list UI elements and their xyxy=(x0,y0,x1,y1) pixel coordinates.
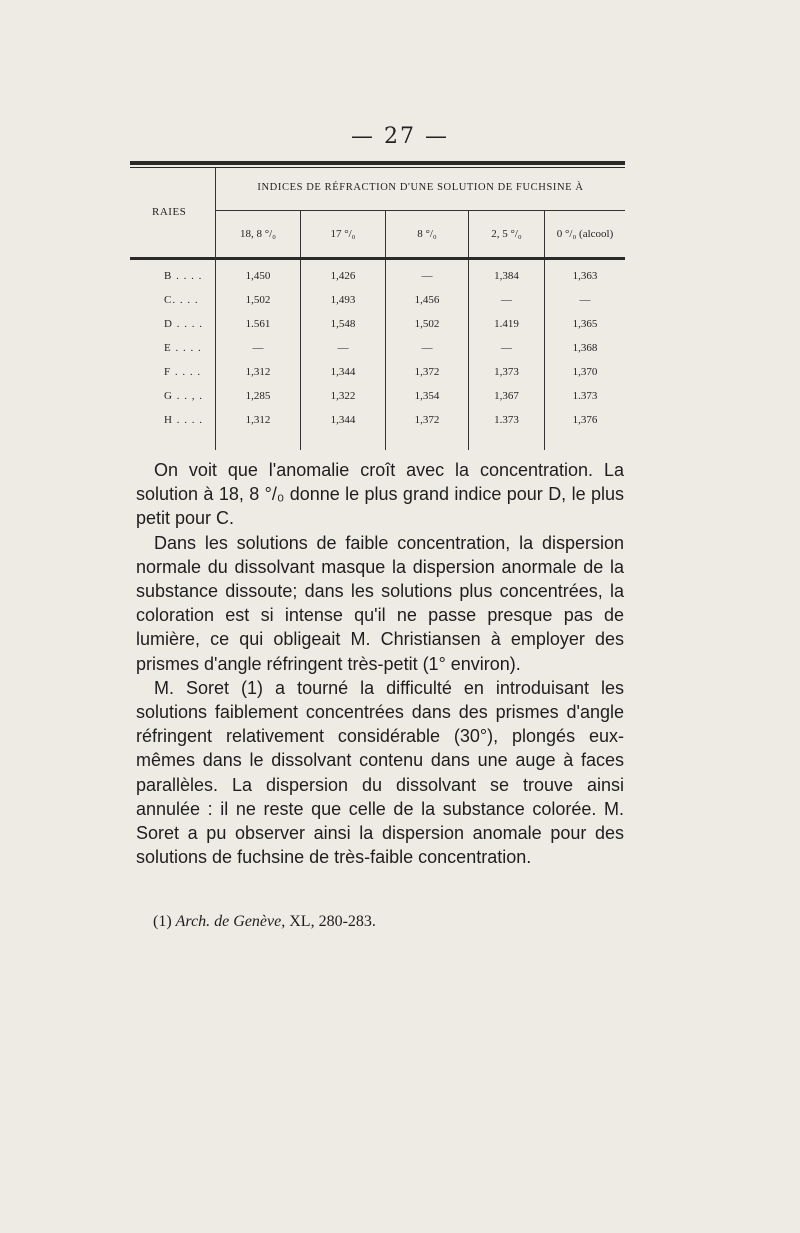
raies-column xyxy=(130,260,216,450)
raies-header: RAIES xyxy=(152,206,187,218)
column-header: 0 °/₀ (alcool) xyxy=(556,228,614,240)
raie-label: E . . . . xyxy=(164,342,202,354)
page-number: — 27 — xyxy=(351,124,449,149)
table-cell: 1,370 xyxy=(572,366,598,378)
column-header: 2, 5 °/₀ xyxy=(469,211,545,257)
table-cell: 1,373 xyxy=(494,366,519,378)
data-column xyxy=(545,260,625,450)
table-cell: 1,312 xyxy=(245,366,271,378)
table-cell: 1,344 xyxy=(330,366,356,378)
raie-label: H . . . . xyxy=(164,414,203,426)
table-cell: 1,367 xyxy=(494,390,519,402)
raie-label: D . . . . xyxy=(164,318,203,330)
table-cell: — xyxy=(501,294,512,306)
table-cell: 1,548 xyxy=(330,318,356,330)
raies-header-cell xyxy=(130,168,216,260)
paragraph: Dans les solutions de faible concentration, la dispersion normale du dissolvant masque la dispersion anormale de la substance dissoute; dans les solutions plus concentrées, la coloration est si intense qu'il ne passe presque pas de lumière, ce qui obligeait M. Christiansen à employer des prismes d'angle réfringent très-petit (1° environ). xyxy=(136,532,624,674)
table-cell: 1.373 xyxy=(494,414,519,426)
data-column xyxy=(469,260,545,450)
footnote-reference: XL, 280-283. xyxy=(289,913,376,930)
column-header: 17 °/₀ xyxy=(301,211,386,257)
table-cell: 1,372 xyxy=(414,366,440,378)
top-rule xyxy=(130,161,625,165)
table-cell: 1,384 xyxy=(494,270,519,282)
footnote-marker: (1) xyxy=(153,913,172,930)
table-cell: 1,285 xyxy=(245,390,271,402)
paragraph: M. Soret (1) a tourné la difficulté en introduisant les solutions faiblement concentrées dans des prismes d'angle réfringent relativement considérable (30°), plongés eux-mêmes dans le dissolvant contenu dans une auge à faces parallèles. La dispersion du dissolvant se trouve ainsi annulée : il ne reste que celle de la substance colorée. M. Soret a pu observer ainsi la dispersion anomale pour des solutions de fuchsine de très-faible concentration. xyxy=(136,677,624,868)
raie-label: F . . . . xyxy=(164,366,202,378)
table-cell: 1,368 xyxy=(572,342,598,354)
table-cell: 1,502 xyxy=(245,294,271,306)
table-cell: 1,354 xyxy=(414,390,440,402)
data-column xyxy=(386,260,469,450)
data-column xyxy=(301,260,386,450)
table-cell: 1,372 xyxy=(414,414,440,426)
raie-label: C. . . . xyxy=(164,294,199,306)
raie-label: G . . , . xyxy=(164,390,203,402)
table-cell: 1,456 xyxy=(414,294,440,306)
group-header: INDICES DE RÉFRACTION D'UNE SOLUTION DE FUCHSINE À xyxy=(257,182,584,193)
table-cell: — xyxy=(421,342,433,354)
table-cell: 1,363 xyxy=(572,270,598,282)
table-cell: — xyxy=(501,342,512,354)
table-cell: 1,502 xyxy=(414,318,440,330)
footnote-journal: Arch. de Genève, xyxy=(175,913,286,930)
table-cell: 1,376 xyxy=(572,414,598,426)
table-cell: 1.419 xyxy=(494,318,519,330)
raie-label: B . . . . xyxy=(164,270,203,282)
footnote xyxy=(153,913,376,931)
column-header: 8 °/₀ xyxy=(386,211,469,257)
table-cell: — xyxy=(337,342,349,354)
table-cell: 1.373 xyxy=(572,390,598,402)
column-header: 18, 8 °/₀ xyxy=(216,211,301,257)
data-column xyxy=(216,260,301,450)
table-cell: — xyxy=(421,270,433,282)
table-cell: — xyxy=(579,294,591,306)
table-cell: 1,450 xyxy=(245,270,271,282)
table-cell: 1,493 xyxy=(330,294,356,306)
table-cell: 1,426 xyxy=(330,270,356,282)
table-cell: — xyxy=(252,342,264,354)
table-cell: 1,365 xyxy=(572,318,598,330)
table-cell: 1,322 xyxy=(330,390,356,402)
table-cell: 1.561 xyxy=(245,318,271,330)
body-text xyxy=(136,458,624,869)
table-cell: 1,344 xyxy=(330,414,356,426)
table-cell: 1,312 xyxy=(245,414,271,426)
group-header-cell xyxy=(216,168,625,211)
paragraph: On voit que l'anomalie croît avec la concentration. La solution à 18, 8 °/₀ donne le plus grand indice pour D, le plus petit pour C. xyxy=(136,460,624,529)
